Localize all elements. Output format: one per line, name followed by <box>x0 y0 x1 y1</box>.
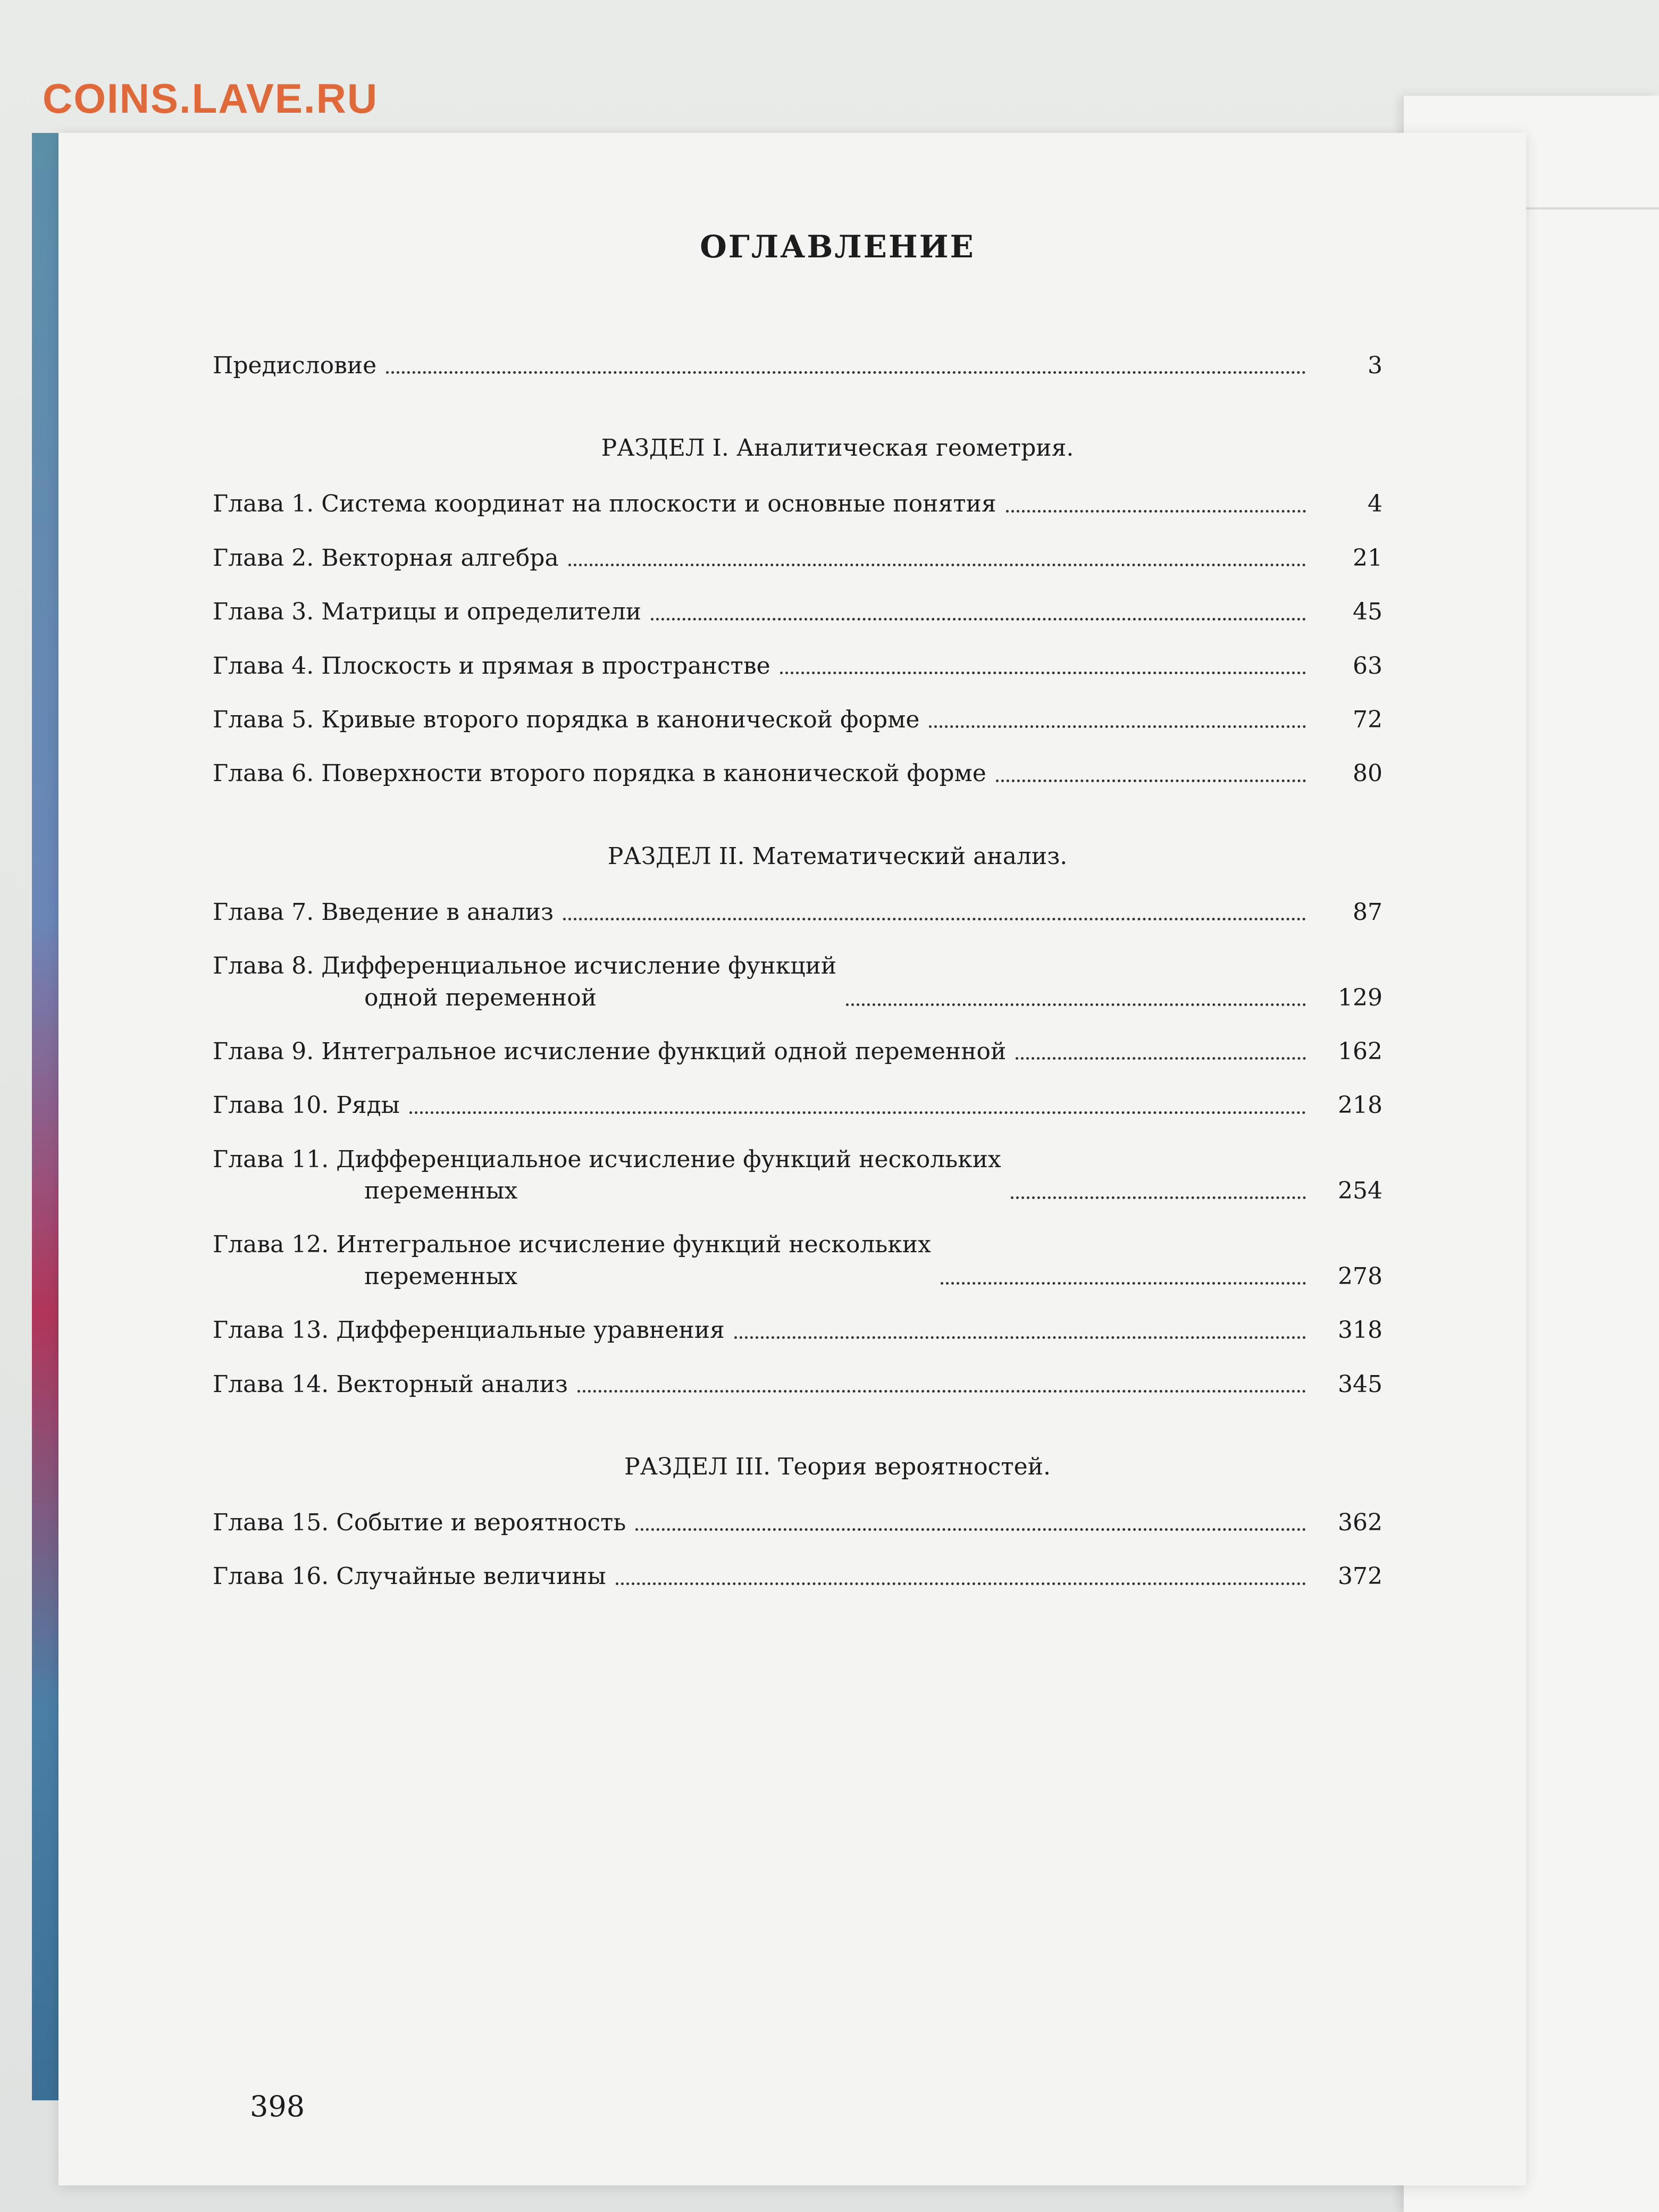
entry-page: 4 <box>1368 490 1382 518</box>
toc-entry <box>213 704 1382 735</box>
entry-title: Глава 8. Дифференциальное исчисление функций <box>213 952 837 980</box>
entry-page: 21 <box>1353 544 1382 572</box>
entry-label <box>213 896 554 928</box>
toc-entry <box>213 758 1382 789</box>
dot-leader <box>568 564 1306 566</box>
entry-label <box>213 1369 568 1400</box>
entry-page: 45 <box>1353 598 1382 626</box>
entry-label <box>213 704 919 735</box>
section-title: РАЗДЕЛ II. Математический анализ. <box>607 842 1068 870</box>
entry-title: Глава 10. Ряды <box>213 1092 400 1119</box>
dot-leader <box>929 725 1306 728</box>
entry-title: Глава 6. Поверхности второго порядка в канонической форме <box>213 760 986 787</box>
toc-entry <box>213 1090 1382 1121</box>
entry-title: Глава 9. Интегральное исчисление функций одной переменной <box>213 1037 1007 1065</box>
entry-title-continuation: одной переменной <box>364 984 597 1011</box>
entry-page: 372 <box>1338 1563 1382 1590</box>
entry-label <box>213 950 836 1013</box>
entry-label <box>213 1144 1001 1207</box>
entry-title: Глава 5. Кривые второго порядка в канонической форме <box>213 706 920 733</box>
toc-entry <box>213 950 1382 1013</box>
entry-label <box>213 1314 725 1346</box>
dot-leader <box>409 1111 1306 1114</box>
table-of-contents <box>213 229 1382 1615</box>
entry-title: Глава 15. Событие и вероятность <box>213 1509 626 1537</box>
dot-leader <box>780 672 1306 674</box>
dot-leader <box>1006 510 1306 513</box>
dot-leader <box>386 371 1306 374</box>
section-title: РАЗДЕЛ III. Теория вероятностей. <box>624 1453 1051 1481</box>
toc-entry <box>213 896 1382 928</box>
toc-entry <box>213 488 1382 520</box>
entry-page: 80 <box>1353 760 1382 787</box>
entry-page: 362 <box>1338 1509 1382 1537</box>
toc-sections <box>213 434 1382 1592</box>
entry-page: 87 <box>1353 898 1382 926</box>
toc-title: ОГЛАВЛЕНИЕ <box>700 229 975 265</box>
entry-title: Глава 11. Дифференциальное исчисление функций нескольких <box>213 1145 1001 1173</box>
entry-page: 72 <box>1353 706 1382 733</box>
entry-page: 3 <box>1368 352 1382 379</box>
entry-page: 162 <box>1338 1037 1382 1065</box>
entry-label <box>213 542 559 574</box>
entry-title: Глава 4. Плоскость и прямая в пространстве <box>213 652 770 680</box>
entry-label <box>213 1507 626 1538</box>
entry-label <box>213 758 986 789</box>
entry-title: Глава 7. Введение в анализ <box>213 898 554 926</box>
entry-page: 318 <box>1338 1317 1382 1344</box>
entry-title: Глава 2. Векторная алгебра <box>213 544 559 572</box>
entry-label <box>213 596 641 627</box>
entry-title-continuation: переменных <box>364 1177 518 1205</box>
toc-entry <box>213 542 1382 574</box>
dot-leader <box>563 918 1306 920</box>
dot-leader <box>1011 1196 1306 1199</box>
toc-entry <box>213 1507 1382 1538</box>
entry-title: Глава 16. Случайные величины <box>213 1563 606 1590</box>
toc-entry <box>213 1369 1382 1400</box>
dot-leader <box>941 1282 1306 1285</box>
toc-entry <box>213 596 1382 627</box>
entry-page: 129 <box>1338 984 1382 1011</box>
dot-leader <box>734 1336 1306 1339</box>
section-title: РАЗДЕЛ I. Аналитическая геометрия. <box>601 434 1074 462</box>
toc-entry-preface <box>213 350 1382 381</box>
dot-leader <box>577 1390 1306 1393</box>
entry-page: 278 <box>1338 1262 1382 1290</box>
dot-leader <box>651 618 1306 621</box>
dot-leader <box>846 1003 1306 1006</box>
dot-leader <box>996 780 1306 782</box>
entry-label <box>213 1036 1006 1067</box>
entry-label <box>213 1561 606 1592</box>
entry-title-continuation: переменных <box>364 1262 518 1290</box>
toc-entry <box>213 1229 1382 1292</box>
toc-entry <box>213 1036 1382 1067</box>
entry-page: 345 <box>1338 1370 1382 1398</box>
dot-leader <box>635 1528 1306 1531</box>
entry-title: Глава 3. Матрицы и определители <box>213 598 642 626</box>
entry-label <box>213 650 770 682</box>
toc-entry <box>213 1561 1382 1592</box>
entry-title: Глава 12. Интегральное исчисление функций нескольких <box>213 1231 931 1259</box>
toc-entry <box>213 1144 1382 1207</box>
entry-page: 218 <box>1338 1092 1382 1119</box>
entry-label <box>213 488 996 520</box>
dot-leader <box>1016 1057 1306 1060</box>
entry-title: Глава 13. Дифференциальные уравнения <box>213 1317 725 1344</box>
facing-page-frame <box>1521 207 1659 2044</box>
toc-entry <box>213 1314 1382 1346</box>
entry-title: Глава 1. Система координат на плоскости и основные понятия <box>213 490 996 518</box>
entry-label <box>213 1090 400 1121</box>
entry-page: 63 <box>1353 652 1382 680</box>
entry-label: Предисловие <box>213 352 377 379</box>
site-watermark: COINS.LAVE.RU <box>43 75 379 122</box>
entry-title: Глава 14. Векторный анализ <box>213 1370 568 1398</box>
entry-label <box>213 1229 931 1292</box>
dot-leader <box>616 1582 1306 1585</box>
toc-entry <box>213 650 1382 682</box>
entry-page: 254 <box>1338 1177 1382 1205</box>
page-number: 398 <box>250 2090 305 2123</box>
